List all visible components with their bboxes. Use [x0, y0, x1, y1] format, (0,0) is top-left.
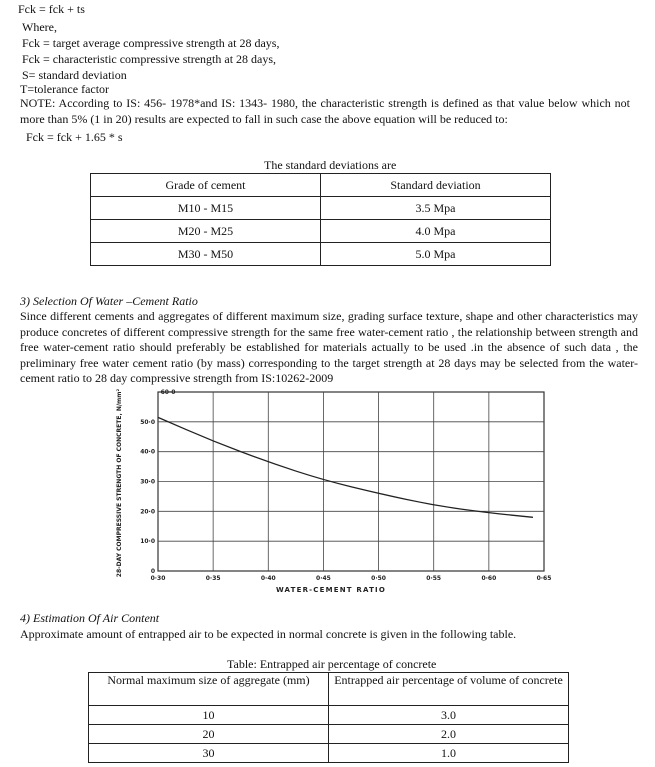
- x-tick-label: 0·50: [371, 575, 386, 582]
- chart-grid: [158, 392, 544, 571]
- table-row: [91, 220, 551, 243]
- definition-standard-deviation: S= standard deviation: [22, 68, 127, 82]
- table-header-cell: Grade of cement: [91, 174, 321, 197]
- y-axis-label: 28-DAY COMPRESSIVE STRENGTH OF CONCRETE, N/mm²: [116, 388, 123, 578]
- definition-tolerance-factor: T=tolerance factor: [20, 82, 110, 96]
- table-row: [89, 706, 569, 725]
- formula-target-strength: Fck = fck + ts: [18, 2, 85, 16]
- table-cell: 5.0 Mpa: [321, 243, 551, 266]
- y-tick-label: 0: [150, 568, 155, 575]
- y-tick-label: 30·0: [140, 478, 155, 486]
- table-cell: 3.0: [329, 706, 569, 725]
- table-cell: 30: [89, 744, 329, 763]
- table-header-row: [89, 673, 569, 706]
- table-header-cell: Standard deviation: [321, 174, 551, 197]
- table-cell: 2.0: [329, 725, 569, 744]
- table-cell: 1.0: [329, 744, 569, 763]
- air-table-caption: Table: Entrapped air percentage of concrete: [227, 657, 437, 671]
- std-table-caption: The standard deviations are: [264, 158, 397, 172]
- y-tick-label: 50·0: [140, 418, 155, 426]
- std-deviation-table: [90, 173, 551, 266]
- definition-target-strength: Fck = target average compressive strength at 28 days,: [22, 36, 280, 50]
- table-row: [91, 243, 551, 266]
- x-tick-label: 0·60: [481, 575, 497, 582]
- y-tick-label: 60·0: [160, 389, 176, 396]
- x-tick-label: 0·65: [536, 575, 552, 582]
- chart-series: [158, 417, 533, 517]
- table-cell: 3.5 Mpa: [321, 197, 551, 220]
- wc-ratio-strength-chart: [110, 383, 555, 598]
- y-tick-label: 40·0: [140, 448, 155, 456]
- x-tick-label: 0·35: [205, 575, 221, 582]
- section-4-body: Approximate amount of entrapped air to be expected in normal concrete is given in the following table.: [20, 627, 517, 641]
- air-content-table: [88, 672, 569, 763]
- table-cell: M20 - M25: [91, 220, 321, 243]
- x-tick-label: 0·30: [150, 575, 166, 582]
- y-tick-label: 10·0: [140, 538, 155, 546]
- formula-reduced: Fck = fck + 1.65 * s: [26, 130, 123, 144]
- note-paragraph: NOTE: According to IS: 456- 1978*and IS: 1343- 1980, the characteristic strength is defined as that value below which not more than 5% (1 in 20) results are expected to fall in such case the above equation will be reduced to:: [20, 96, 630, 126]
- where-label: Where,: [22, 20, 57, 34]
- x-tick-label: 0·45: [316, 575, 331, 582]
- section-4-heading: 4) Estimation Of Air Content: [20, 611, 160, 625]
- section-3-heading: 3) Selection Of Water –Cement Ratio: [20, 294, 198, 308]
- x-tick-label: 0·55: [426, 575, 442, 582]
- table-cell: 20: [89, 725, 329, 744]
- table-header-row: [91, 174, 551, 197]
- table-cell: 4.0 Mpa: [321, 220, 551, 243]
- table-row: [89, 725, 569, 744]
- table-row: [89, 744, 569, 763]
- table-header-cell: Normal maximum size of aggregate (mm): [89, 673, 329, 706]
- x-tick-label: 0·40: [260, 575, 276, 582]
- x-axis-label: WATER-CEMENT RATIO: [275, 586, 387, 594]
- definition-characteristic-strength: Fck = characteristic compressive strength at 28 days,: [22, 52, 277, 66]
- y-tick-label: 20·0: [140, 508, 155, 516]
- strength-curve: [158, 417, 533, 517]
- section-3-body: Since different cements and aggregates of different maximum size, grading surface texture, shape and other characteristics may produce concretes of different compressive strength for the same free water-cement ratio , the relationship between strength and free water-cement ratio should preferably be established for materials actually to be used .in the absence of such data , the preliminary free water cement ratio (by mass) corresponding to the target strength at 28 days may be selected from the water-cement ratio to 28 day compressive strength from IS:10262-2009: [20, 309, 638, 385]
- table-row: [91, 197, 551, 220]
- table-header-cell: Entrapped air percentage of volume of concrete: [329, 673, 569, 706]
- table-cell: 10: [89, 706, 329, 725]
- table-cell: M30 - M50: [91, 243, 321, 266]
- table-cell: M10 - M15: [91, 197, 321, 220]
